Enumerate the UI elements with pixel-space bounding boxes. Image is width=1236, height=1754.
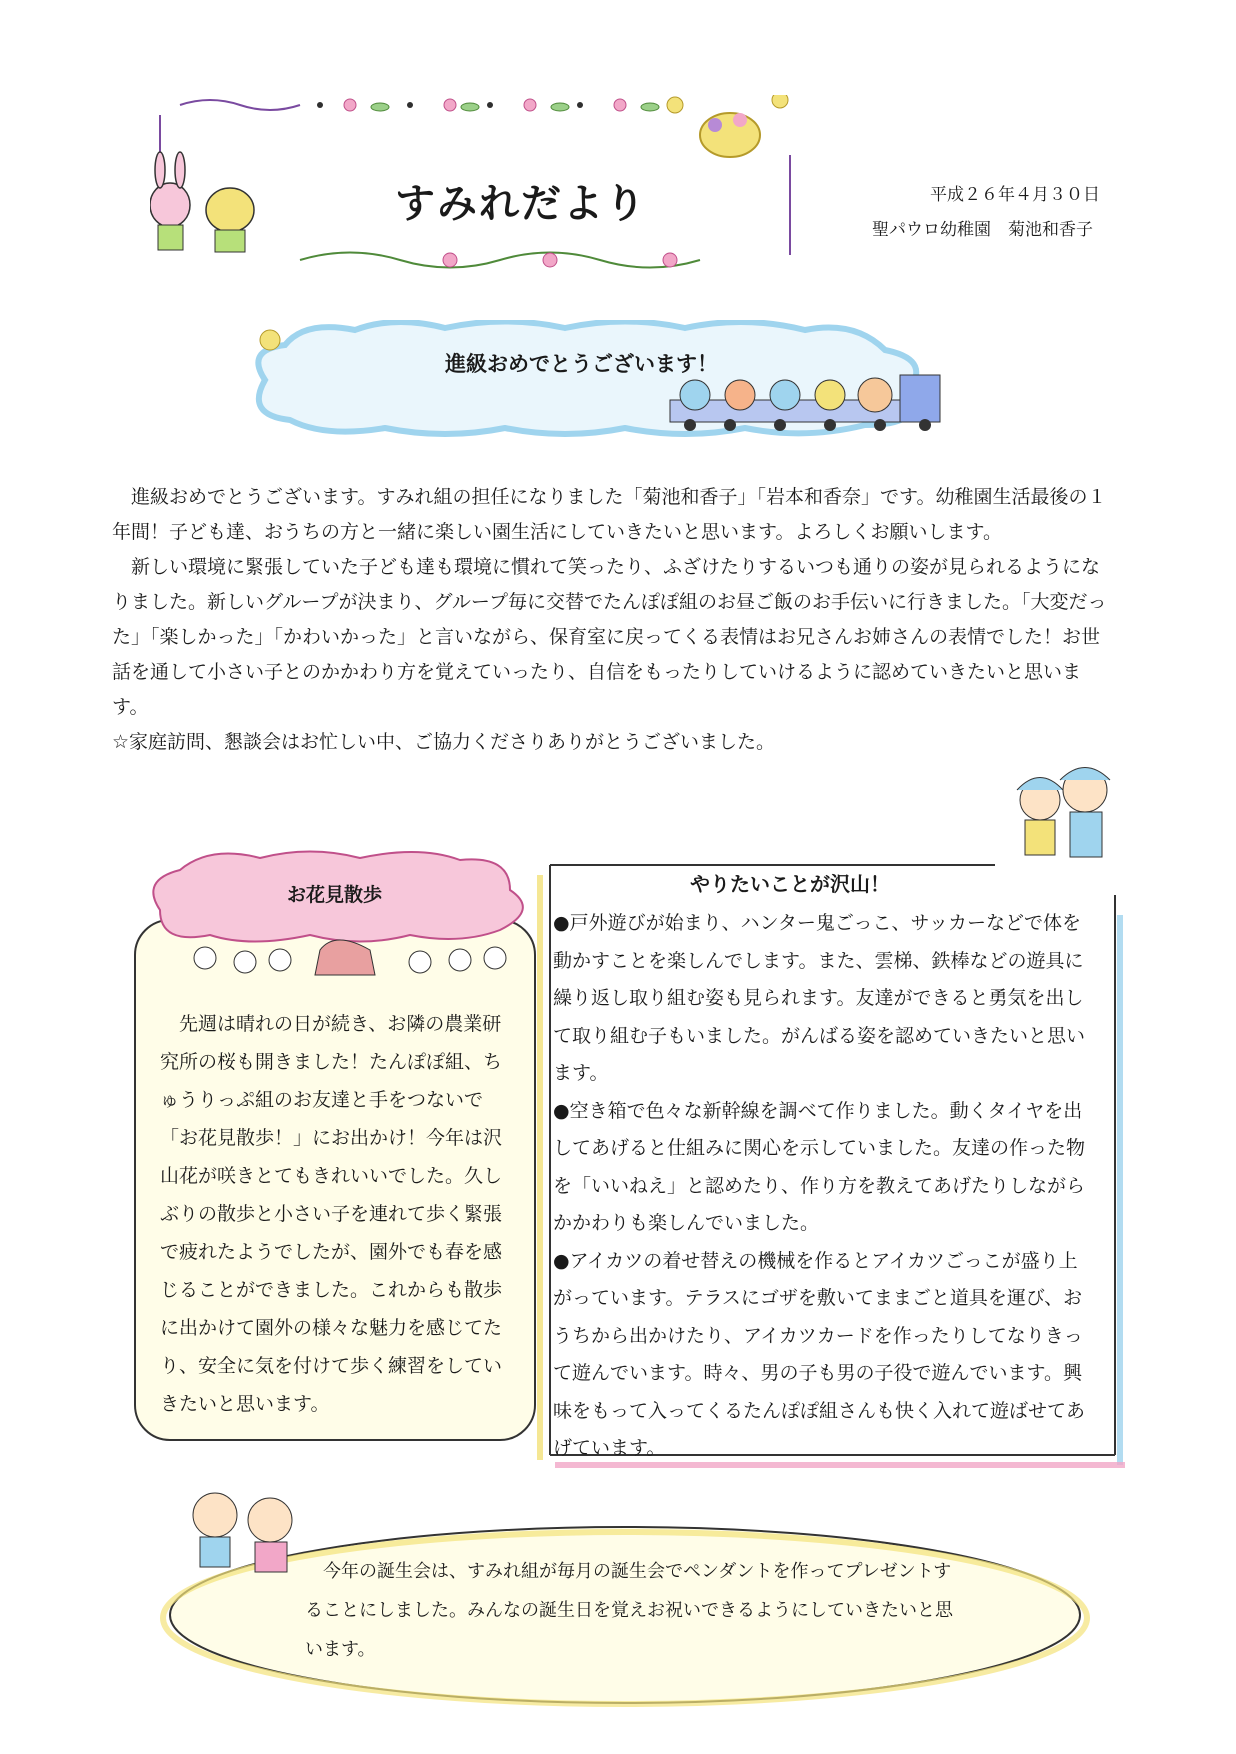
activities-heading: やりたいことが沢山！ (690, 872, 890, 896)
issue-date: 平成２６年４月３０日 (930, 185, 1100, 205)
kids-illustration (1005, 755, 1120, 870)
activities-body (553, 905, 1093, 1468)
banner-heading: 進級おめでとうございます！ (445, 352, 718, 376)
hanami-heading: お花見散歩 (287, 884, 383, 906)
children-running-illustration (180, 1485, 310, 1600)
activity-item: ●アイカツの着せ替えの機械を作るとアイカツごっこが盛り上がっています。テラスにゴザを敷いてままごと道具を運び、おうちから出かけたり、アイカツカードを作ったりしてなりきって遊んでいます。時々、男の子も男の子役で遊んでいます。興味をもって入ってくるたんぽぽ組さんも快く入れて遊ばせてあげています。 (553, 1249, 1086, 1459)
hanami-body (160, 1005, 505, 1423)
activity-item: ●戸外遊びが始まり、ハンター鬼ごっこ、サッカーなどで体を動かすことを楽しんでします。また、雲梯、鉄棒などの遊具に繰り返し取り組む姿も見られます。友達ができると勇気を出して取り組む子もいました。がんばる姿を認めていきたいと思います。 (553, 912, 1086, 1084)
newsletter-title: すみれだより (395, 181, 647, 227)
birthday-body (305, 1552, 955, 1669)
activity-item: ●空き箱で色々な新幹線を調べて作りました。動くタイヤを出してあげると仕組みに関心を示していました。友達の作った物を「いいねえ」と認めたり、作り方を教えてあげたりしながらかかわりも楽しんでいました。 (553, 1099, 1086, 1234)
intro-paragraph-1: 進級おめでとうございます。すみれ組の担任になりました「菊池和香子」「岩本和香奈」です。幼稚園生活最後の１年間！子ども達、おうちの方と一緒に楽しい園生活にしていきたいと思います。よろしくお願いします。 (112, 486, 1107, 543)
author: 聖パウロ幼稚園 菊池和香子 (872, 220, 1093, 240)
hanami-paragraph: 先週は晴れの日が続き、お隣の農業研究所の桜も開きました！たんぽぽ組、ちゅうりっぷ組のお友達と手をつないで「お花見散歩！」にお出かけ！今年は沢山花が咲きとてもきれいいでした。久しぶりの散歩と小さい子を連れて歩く緊張で疲れたようでしたが、園外でも春を感じることができました。これからも散歩に出かけて園外の様々な魅力を感じてたり、安全に気を付けて歩く練習をしていきたいと思います。 (160, 1013, 503, 1415)
intro-paragraph-2: 新しい環境に緊張していた子ども達も環境に慣れて笑ったり、ふざけたりするいつも通りの姿が見られるようになりました。新しいグループが決まり、グループ毎に交替でたんぽぽ組のお昼ご飯のお手伝いに行きました。「大変だった」「楽しかった」「かわいかった」と言いながら、保育室に戻ってくる表情はお兄さんお姉さんの表情でした！お世話を通して小さい子とのかかわり方を覚えていったり、自信をもったりしていけるように認めていきたいと思います。 (112, 556, 1107, 718)
birthday-paragraph: 今年の誕生会は、すみれ組が毎月の誕生会でペンダントを作ってプレゼントすることにしました。みんなの誕生日を覚えお祝いできるようにしていきたいと思います。 (305, 1561, 953, 1660)
intro-paragraph-3: ☆家庭訪問、懇談会はお忙しい中、ご協力くださりありがとうございました。 (112, 731, 776, 753)
cloud-banner-graphic (245, 320, 985, 440)
intro-section (112, 480, 1117, 760)
